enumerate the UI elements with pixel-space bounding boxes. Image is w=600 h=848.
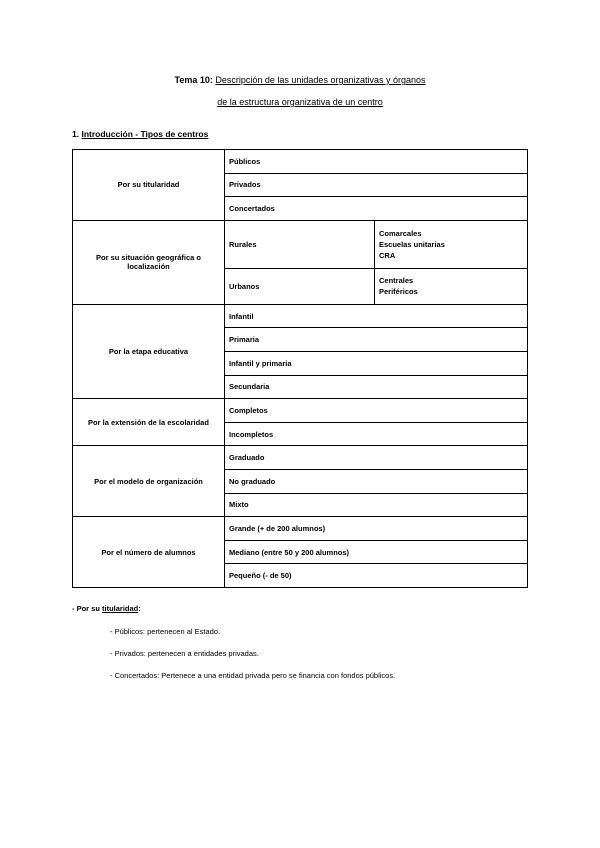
note-publicos: - Públicos: pertenecen al Estado. [110,627,221,636]
subtype-cra: CRA [379,250,396,260]
center-types-table [72,149,528,588]
option-grande: Grande (+ de 200 alumnos) [225,517,528,541]
title-prefix: Tema 10: [174,75,213,85]
table-row [73,304,528,328]
option-urbanos: Urbanos [225,268,375,304]
notes-heading [72,604,141,613]
notes-suffix: : [138,604,141,613]
option-infantil: Infantil [225,304,528,328]
category-titularidad: Por su titularidad [73,150,225,221]
subtype-escuelas-unitarias: Escuelas unitarias [379,239,445,249]
table-row [73,399,528,423]
subtype-centrales: Centrales [379,276,414,286]
document-title-line-1 [0,75,600,85]
option-completos: Completos [225,399,528,423]
category-etapa: Por la etapa educativa [73,304,225,398]
title-text-2: de la estructura organizativa de un centro [217,97,383,107]
option-privados: Privados [225,173,528,197]
table-row [73,517,528,541]
section-heading [72,129,208,139]
section-number: 1. [72,129,80,139]
option-mixto: Mixto [225,493,528,517]
category-extension: Por la extensión de la escolaridad [73,399,225,446]
rurales-subtypes [375,220,528,268]
option-pequeno: Pequeño (- de 50) [225,564,528,588]
table-row [73,150,528,174]
document-title-line-2 [0,97,600,107]
category-situacion: Por su situación geográfica o localización [73,220,225,304]
notes-prefix: - Por su [72,604,100,613]
notes-keyword: titularidad [102,604,139,613]
option-incompletos: Incompletos [225,422,528,446]
option-infantil-primaria: Infantil y primaria [225,351,528,375]
category-modelo: Por el modelo de organización [73,446,225,517]
category-alumnos: Por el número de alumnos [73,517,225,588]
option-no-graduado: No graduado [225,469,528,493]
subtype-perifericos: Periféricos [379,287,418,297]
note-privados: - Privados: pertenecen a entidades privadas. [110,649,259,658]
urbanos-subtypes [375,268,528,304]
option-concertados: Concertados [225,197,528,221]
table-row [73,220,528,268]
option-primaria: Primaria [225,328,528,352]
subtype-comarcales: Comarcales [379,228,422,238]
table-row [73,446,528,470]
note-concertados: - Concertados: Pertenece a una entidad privada pero se financia con fondos públicos. [110,671,396,680]
option-secundaria: Secundaria [225,375,528,399]
section-title: Introducción - Tipos de centros [81,129,209,139]
option-publicos: Públicos [225,150,528,174]
title-text-1: Descripción de las unidades organizativas y órganos [215,75,426,85]
option-graduado: Graduado [225,446,528,470]
option-mediano: Mediano (entre 50 y 200 alumnos) [225,540,528,564]
option-rurales: Rurales [225,220,375,268]
